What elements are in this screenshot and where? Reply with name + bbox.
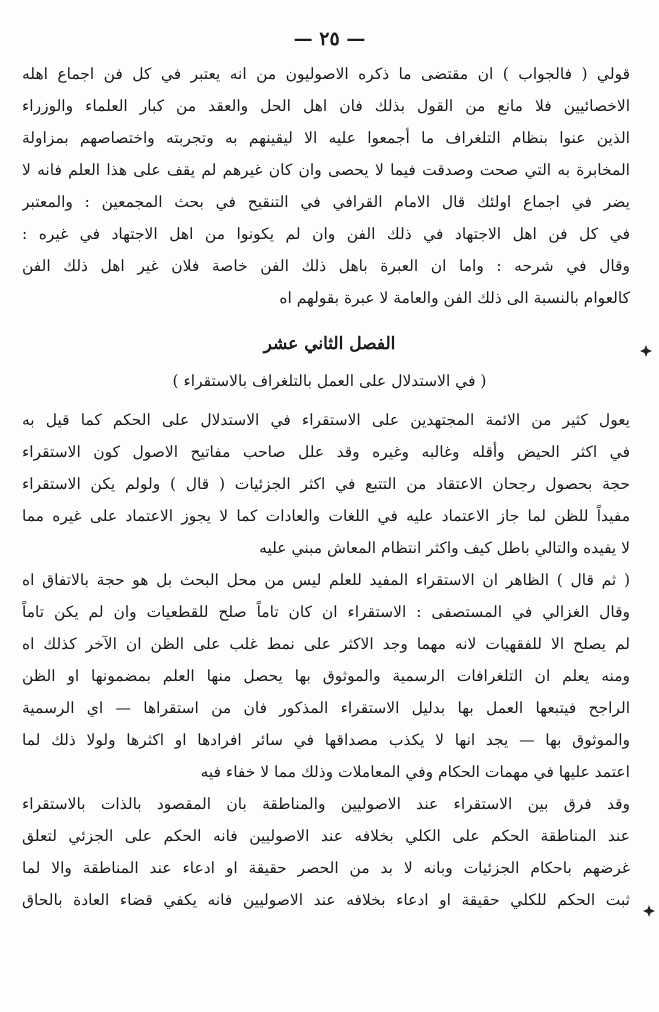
text-line: الراجح فيتبعها العمل بها بدليل الاستقراء المذكور فان من استقراها — اي الرسمية (22, 699, 630, 717)
text-line: في اكثر الحيض وأقله وغالبه وغيره وقد علل صاحب مفاتيح الاصول كون الاستقراء (22, 443, 630, 461)
paragraph-2 (22, 404, 630, 564)
ink-blot-mark (643, 905, 653, 915)
text-line: حجة بحصول رجحان الاعتقاد من التتبع في اكثر الجزئيات ( قال ) ولولم يكن الاستقراء (22, 475, 630, 493)
text-line: وقد فرق بين الاستقراء عند الاصوليين والمناطقة بان المقصود بالذات بالاستقراء (22, 795, 630, 813)
text-line: المخابرة به التي صحت وصدقت فيما لا يحصى وان كان غيرهم لم يقف على هذا العلم فانه لا (22, 161, 630, 179)
text-line: والموثوق بها — يجد انها لا يكذب مصداقها في سائر افرادها او اكثرها ولولا ذلك لما (22, 731, 630, 749)
text-line: وقال في شرحه : واما ان العبرة باهل ذلك الفن خاصة فلان غير اهل ذلك الفن (22, 257, 630, 275)
text-line: يعول كثير من الائمة المجتهدين على الاستقراء في الاستدلال على الحكم كما قيل به (22, 411, 630, 429)
paragraph-1 (22, 58, 630, 314)
text-line: لم يصلح الا للفقهيات لانه مهما وجد الاكثر على نمط غلب على الظن ان الآخر كذلك اه (22, 635, 630, 653)
ink-blot-mark (640, 345, 650, 355)
text-line: الاخصائيين فلا مانع من القول بذلك فان اهل الحل والعقد من كبار العلماء والوزراء (22, 97, 630, 115)
text-line: لا يفيده والتالي باطل كيف واكثر انتظام المعاش مبني عليه (259, 539, 630, 557)
paragraph-4 (22, 788, 630, 916)
text-line: وقال الغزالي في المستصفى : الاستقراء ان كان تاماً صلح للقطعيات وان لم يكن تاماً (22, 603, 630, 621)
paragraph-3 (22, 564, 630, 788)
section-title: الفصل الثاني عشر (263, 334, 396, 354)
text-line: ومنه يعلم ان التلغرافات الرسمية والموثوق بها يحصل منها العلم بمضمونها او الظن (22, 667, 630, 685)
page-number: — ٢٥ — (293, 28, 366, 50)
text-line: ( ثم قال ) الظاهر ان الاستقراء المفيد للعلم ليس من محل البحث بل هو حجة بالاتفاق اه (22, 571, 630, 589)
text-line: عند المناطقة الحكم على الكلي بخلافه عند الاصوليين فانه الحكم على الجزئي لتعلق (22, 827, 630, 845)
text-line: كالعوام بالنسبة الى ذلك الفن والعامة لا عبرة بقولهم اه (279, 289, 630, 307)
text-line: غرضهم باحكام الجزئيات وبانه لا بد من الحصر حقيقة او ادعاء عند المناطقة والا لما (22, 859, 630, 877)
text-line: الذين عنوا بنظام التلغراف ما أجمعوا عليه الا ليقينهم به وتجربته واختصاصهم بمزاولة (22, 129, 630, 147)
text-line: مفيداً للظن لما جاز الاعتماد عليه في اللغات والعادات كما لا يجوز الاعتماد على غيره مما (22, 507, 630, 525)
text-line: في كل فن اهل الاجتهاد في ذلك الفن وان لم يكونوا من اهل الاجتهاد في غيره : (22, 225, 630, 243)
section-subtitle: ( في الاستدلال على العمل بالتلغراف بالاستقراء ) (172, 372, 487, 390)
text-line: اعتمد عليها في مهمات الحكام وفي المعاملات وذلك مما لا خفاء فيه (200, 763, 630, 781)
text-line: ثبت الحكم للكلي حقيقة او ادعاء بخلافه عند الاصوليين فانه يكفي قضاء العادة بالحاق (22, 891, 630, 909)
text-line: قولي ( فالجواب ) ان مقتضى ما ذكره الاصوليون من انه يعتبر في كل فن اجماع اهله (22, 65, 630, 83)
text-line: يضر في اجماع اولئك قال الامام القرافي في التنقيح في بحث المجمعين : والمعتبر (22, 193, 630, 211)
